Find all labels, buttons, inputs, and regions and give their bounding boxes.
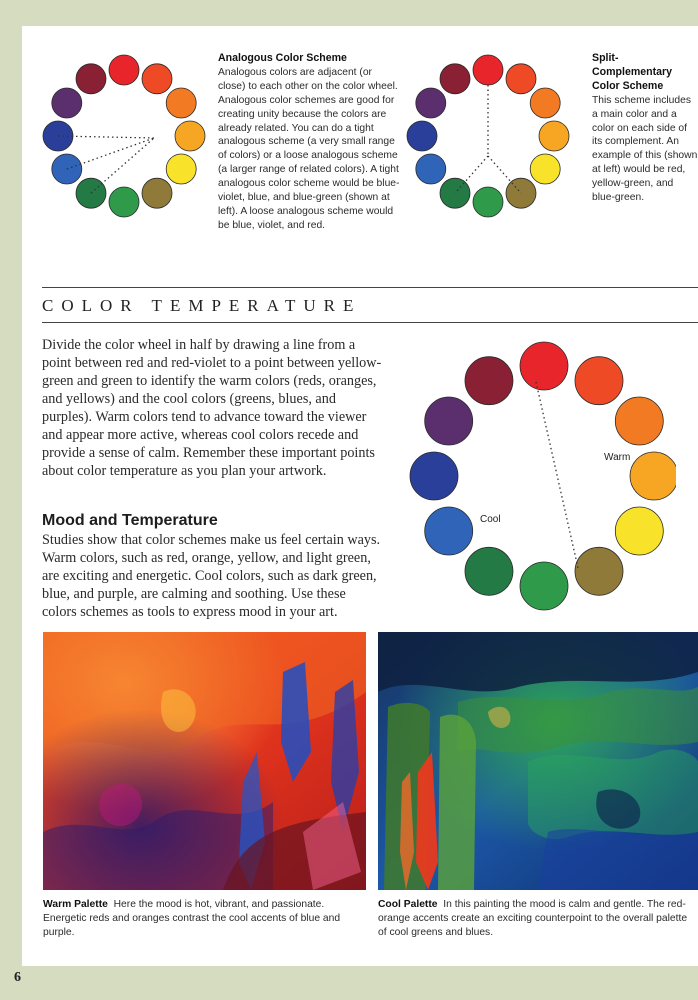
- warm-painting-image: [43, 632, 366, 890]
- temperature-red-violet-swatch: [465, 357, 513, 405]
- cool-label: Cool: [480, 514, 501, 525]
- analogous-blue-swatch: [52, 154, 82, 184]
- analogous-red-violet-swatch: [76, 64, 106, 94]
- analogous-color-wheel: [42, 52, 212, 252]
- split-green-swatch: [473, 187, 503, 217]
- split-blue-swatch: [416, 154, 446, 184]
- analogous-pointer-line: [67, 138, 154, 169]
- analogous-red-swatch: [109, 55, 139, 85]
- cool-painting-image: [378, 632, 698, 890]
- split-blue-violet-swatch: [407, 121, 437, 151]
- split-violet-swatch: [416, 88, 446, 118]
- warm-caption-title: Warm Palette: [43, 899, 108, 910]
- temperature-color-wheel: [406, 324, 676, 624]
- split-blue-green-swatch: [440, 178, 470, 208]
- split-yellow-green-swatch: [506, 178, 536, 208]
- analogous-violet-swatch: [52, 88, 82, 118]
- temperature-divider-line: [536, 382, 578, 568]
- split-red-violet-swatch: [440, 64, 470, 94]
- page-number: 6: [14, 970, 21, 985]
- temperature-red-orange-swatch: [575, 357, 623, 405]
- temperature-blue-swatch: [425, 507, 473, 555]
- warm-palette-painting: [43, 632, 366, 890]
- temperature-red-swatch: [520, 342, 568, 390]
- analogous-green-swatch: [109, 187, 139, 217]
- split-complementary-text-block: [592, 52, 698, 205]
- section-bottom-rule: [42, 322, 698, 323]
- cool-caption-text: In this painting the mood is calm and gentle. The red-orange accents create an exciting counterpoint to the overall palette of cool greens and blues.: [378, 899, 688, 938]
- book-page: [22, 26, 698, 966]
- split-red-orange-swatch: [506, 64, 536, 94]
- warm-caption-text: Here the mood is hot, vibrant, and passionate. Energetic reds and oranges contrast the cool accents of blue and purple.: [43, 899, 341, 938]
- analogous-yellow-green-swatch: [142, 178, 172, 208]
- split-complementary-body: This scheme includes a main color and a color on each side of its complement. An example of this (shown at left) would be red, yellow-green, and blue-green.: [592, 94, 698, 204]
- temperature-orange-swatch: [615, 397, 663, 445]
- cool-caption-title: Cool Palette: [378, 899, 438, 910]
- warm-palette-caption: [43, 898, 363, 940]
- temperature-yellow-green-swatch: [575, 547, 623, 595]
- analogous-red-orange-swatch: [142, 64, 172, 94]
- cool-palette-painting: [378, 632, 698, 890]
- section-title: COLOR TEMPERATURE: [42, 296, 362, 315]
- analogous-yellow-orange-swatch: [175, 121, 205, 151]
- analogous-heading: Analogous Color Scheme: [218, 52, 347, 64]
- analogous-yellow-swatch: [166, 154, 196, 184]
- color-temperature-body: Divide the color wheel in half by drawing a line from a point between red and red-violet to a point between yellow-green and green to identify the warm colors (reds, oranges, and yellows) and the cool colors (greens, blues, and purples). Warm colors tend to advance toward the viewer and appear more active, whereas cool colors recede and provide a sense of calm. Remember these important points about color temperature as you plan your artwork.: [42, 337, 382, 479]
- split-yellow-orange-swatch: [539, 121, 569, 151]
- cool-palette-caption: [378, 898, 696, 940]
- analogous-orange-swatch: [166, 88, 196, 118]
- temperature-yellow-swatch: [615, 507, 663, 555]
- temperature-green-swatch: [520, 562, 568, 610]
- split-orange-swatch: [530, 88, 560, 118]
- mood-heading: Mood and Temperature: [42, 512, 218, 529]
- section-top-rule: [42, 287, 698, 288]
- temperature-blue-green-swatch: [465, 547, 513, 595]
- split-complementary-color-wheel: [400, 52, 580, 252]
- warm-label: Warm: [604, 452, 631, 463]
- analogous-text-block: [218, 52, 400, 233]
- split-red-swatch: [473, 55, 503, 85]
- split-complementary-heading: Split-Complementary Color Scheme: [592, 52, 673, 92]
- temperature-violet-swatch: [425, 397, 473, 445]
- mood-body: Studies show that color schemes make us feel certain ways. Warm colors, such as red, orange, yellow, and light green, are exciting and energetic. Cool colors, such as dark green, blue, and purple, are calming and soothing. Use these colors schemes as tools to express mood in your art.: [42, 532, 381, 620]
- analogous-body: Analogous colors are adjacent (or close) to each other on the color wheel. Analogous color schemes are good for creating unity because the colors are already related. You can do a tight analogous scheme (a very small range of colors) or a loose analogous scheme (a larger range of related colors). A tight analogous color scheme would be blue-violet, blue, and blue-green (shown at left). A loose analogous scheme would be blue, violet, and red.: [218, 66, 400, 231]
- temperature-yellow-orange-swatch: [630, 452, 676, 500]
- analogous-blue-green-swatch: [76, 178, 106, 208]
- temperature-blue-violet-swatch: [410, 452, 458, 500]
- split-yellow-swatch: [530, 154, 560, 184]
